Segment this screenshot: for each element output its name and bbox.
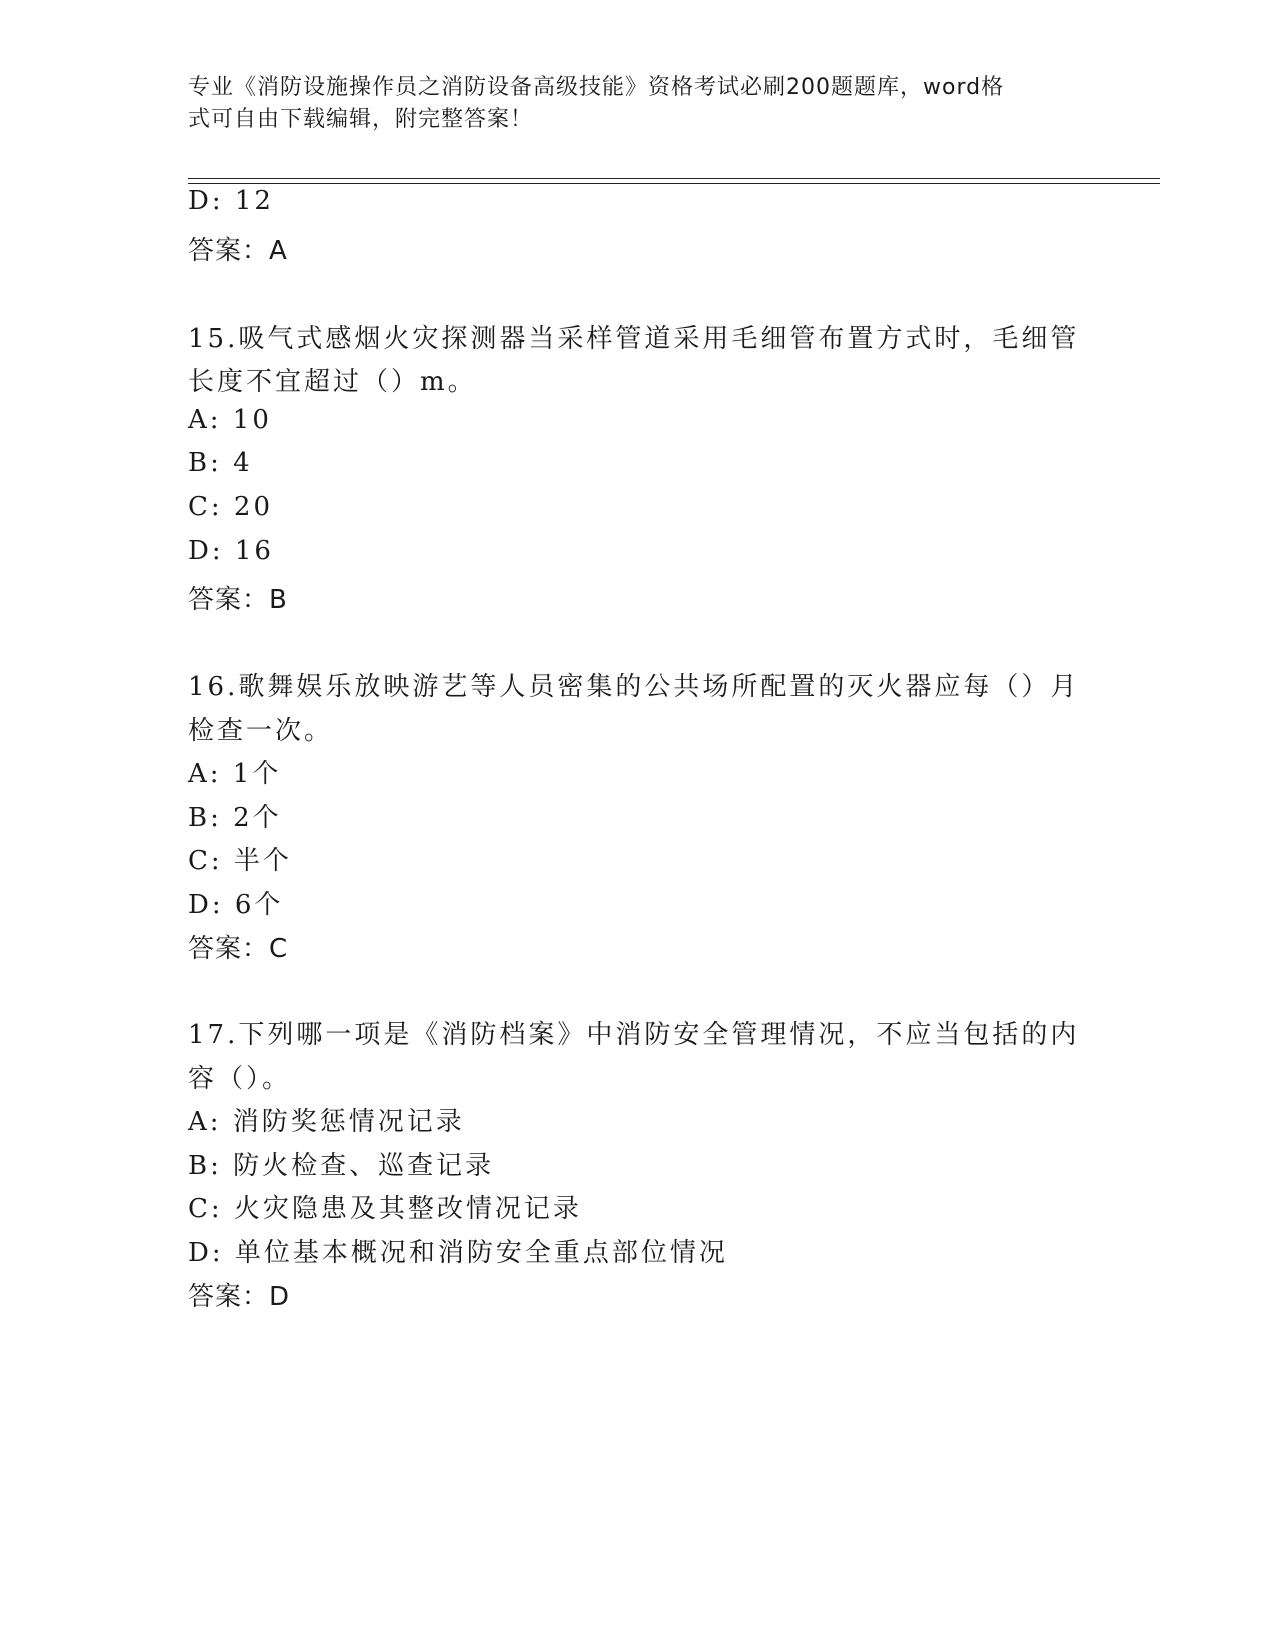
q17-stem-line-1: 17.下列哪一项是《消防档案》中消防安全管理情况，不应当包括的内 bbox=[188, 1020, 1080, 1050]
q16-option-d: D: 6个 bbox=[188, 890, 284, 920]
q17-option-c: C: 火灾隐患及其整改情况记录 bbox=[188, 1194, 582, 1224]
q17-stem-line-2: 容（）。 bbox=[188, 1064, 292, 1094]
q17-answer: 答案：D bbox=[188, 1282, 291, 1312]
prev-answer: 答案：A bbox=[188, 236, 288, 266]
q15-option-d: D: 16 bbox=[188, 536, 274, 566]
q17-option-d: D: 单位基本概况和消防安全重点部位情况 bbox=[188, 1238, 728, 1268]
header-line-1: 专业《消防设施操作员之消防设备高级技能》资格考试必刷200题题库，word格 bbox=[188, 75, 1005, 100]
q15-stem-line-1: 15.吸气式感烟火灾探测器当采样管道采用毛细管布置方式时，毛细管 bbox=[188, 324, 1080, 354]
q15-answer: 答案：B bbox=[188, 585, 288, 615]
prev-option-d: D: 12 bbox=[188, 186, 274, 216]
q15-option-a: A: 10 bbox=[188, 405, 272, 435]
q16-stem-line-2: 检查一次。 bbox=[188, 716, 334, 746]
q16-option-a: A: 1个 bbox=[188, 759, 282, 789]
q15-option-b: B: 4 bbox=[188, 448, 253, 478]
q16-option-b: B: 2个 bbox=[188, 803, 282, 833]
q17-option-a: A: 消防奖惩情况记录 bbox=[188, 1107, 465, 1137]
header-line-2: 式可自由下载编辑，附完整答案！ bbox=[188, 107, 534, 132]
q17-option-b: B: 防火检查、巡查记录 bbox=[188, 1151, 495, 1181]
header-divider-top bbox=[188, 178, 1160, 179]
q15-option-c: C: 20 bbox=[188, 492, 274, 522]
q15-stem-line-2: 长度不宜超过（）m。 bbox=[188, 367, 477, 397]
q16-option-c: C: 半个 bbox=[188, 846, 292, 876]
q16-stem-line-1: 16.歌舞娱乐放映游艺等人员密集的公共场所配置的灭火器应每（）月 bbox=[188, 672, 1080, 702]
document-header bbox=[188, 72, 1088, 136]
header-divider-bottom bbox=[188, 183, 1160, 184]
q16-answer: 答案：C bbox=[188, 934, 289, 964]
